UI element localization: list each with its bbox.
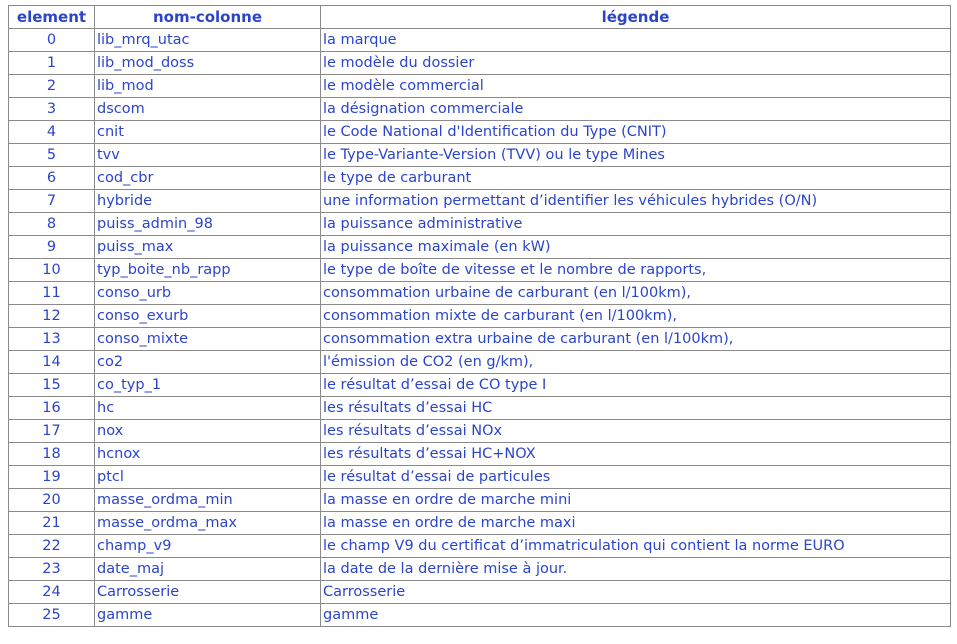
cell-element: 15 [9,374,95,397]
cell-element: 24 [9,581,95,604]
cell-element: 3 [9,98,95,121]
table-row [9,397,951,420]
cell-element: 1 [9,52,95,75]
table-row [9,489,951,512]
cell-legend: la masse en ordre de marche maxi [321,512,951,535]
cell-element: 2 [9,75,95,98]
cell-element: 12 [9,305,95,328]
table-row [9,535,951,558]
cell-column-name: lib_mod [95,75,321,98]
table-row [9,29,951,52]
cell-column-name: co2 [95,351,321,374]
table-row [9,259,951,282]
cell-element: 17 [9,420,95,443]
table-row [9,236,951,259]
table-row [9,282,951,305]
cell-legend: l'émission de CO2 (en g/km), [321,351,951,374]
cell-legend: le type de carburant [321,167,951,190]
table-row [9,581,951,604]
table-row [9,52,951,75]
cell-element: 11 [9,282,95,305]
column-legend-table [8,5,951,627]
cell-legend: les résultats d’essai HC+NOX [321,443,951,466]
table-header [9,6,951,29]
table-row [9,374,951,397]
cell-legend: la masse en ordre de marche mini [321,489,951,512]
cell-column-name: cnit [95,121,321,144]
cell-legend: le résultat d’essai de CO type I [321,374,951,397]
cell-column-name: conso_urb [95,282,321,305]
cell-column-name: co_typ_1 [95,374,321,397]
table-row [9,98,951,121]
table-row [9,328,951,351]
cell-legend: la puissance maximale (en kW) [321,236,951,259]
cell-legend: les résultats d’essai NOx [321,420,951,443]
cell-legend: gamme [321,604,951,627]
cell-element: 9 [9,236,95,259]
cell-legend: le Type-Variante-Version (TVV) ou le type Mines [321,144,951,167]
cell-element: 21 [9,512,95,535]
cell-legend: consommation urbaine de carburant (en l/100km), [321,282,951,305]
cell-column-name: ptcl [95,466,321,489]
cell-legend: Carrosserie [321,581,951,604]
cell-column-name: Carrosserie [95,581,321,604]
table-row [9,443,951,466]
cell-legend: la puissance administrative [321,213,951,236]
cell-column-name: puiss_max [95,236,321,259]
cell-column-name: conso_mixte [95,328,321,351]
table-row [9,558,951,581]
cell-column-name: champ_v9 [95,535,321,558]
cell-legend: le résultat d’essai de particules [321,466,951,489]
cell-column-name: cod_cbr [95,167,321,190]
cell-column-name: hybride [95,190,321,213]
cell-column-name: date_maj [95,558,321,581]
cell-element: 18 [9,443,95,466]
cell-legend: le Code National d'Identification du Type (CNIT) [321,121,951,144]
cell-element: 0 [9,29,95,52]
cell-column-name: nox [95,420,321,443]
table-row [9,167,951,190]
cell-column-name: lib_mrq_utac [95,29,321,52]
cell-element: 8 [9,213,95,236]
cell-element: 25 [9,604,95,627]
header-row [9,6,951,29]
cell-column-name: puiss_admin_98 [95,213,321,236]
cell-element: 10 [9,259,95,282]
cell-legend: le modèle du dossier [321,52,951,75]
cell-legend: le modèle commercial [321,75,951,98]
table-row [9,512,951,535]
cell-element: 4 [9,121,95,144]
cell-column-name: hcnox [95,443,321,466]
cell-column-name: masse_ordma_max [95,512,321,535]
table-row [9,604,951,627]
header-element: element [9,6,95,29]
cell-legend: consommation extra urbaine de carburant (en l/100km), [321,328,951,351]
table-row [9,190,951,213]
table-row [9,466,951,489]
cell-column-name: tvv [95,144,321,167]
header-legend: légende [321,6,951,29]
cell-element: 16 [9,397,95,420]
cell-element: 20 [9,489,95,512]
cell-column-name: gamme [95,604,321,627]
cell-element: 7 [9,190,95,213]
cell-column-name: conso_exurb [95,305,321,328]
cell-column-name: typ_boite_nb_rapp [95,259,321,282]
cell-legend: la date de la dernière mise à jour. [321,558,951,581]
table-row [9,351,951,374]
cell-element: 19 [9,466,95,489]
table-row [9,305,951,328]
cell-element: 13 [9,328,95,351]
cell-legend: les résultats d’essai HC [321,397,951,420]
table-row [9,420,951,443]
table-row [9,75,951,98]
cell-element: 22 [9,535,95,558]
cell-legend: la désignation commerciale [321,98,951,121]
table-row [9,144,951,167]
cell-legend: le type de boîte de vitesse et le nombre de rapports, [321,259,951,282]
cell-element: 14 [9,351,95,374]
cell-legend: une information permettant d’identifier les véhicules hybrides (O/N) [321,190,951,213]
table-row [9,213,951,236]
cell-column-name: masse_ordma_min [95,489,321,512]
cell-legend: le champ V9 du certificat d’immatriculation qui contient la norme EURO [321,535,951,558]
table-body [9,29,951,627]
cell-column-name: lib_mod_doss [95,52,321,75]
cell-column-name: hc [95,397,321,420]
header-column-name: nom-colonne [95,6,321,29]
cell-element: 6 [9,167,95,190]
cell-element: 5 [9,144,95,167]
table-row [9,121,951,144]
cell-column-name: dscom [95,98,321,121]
cell-element: 23 [9,558,95,581]
cell-legend: consommation mixte de carburant (en l/100km), [321,305,951,328]
cell-legend: la marque [321,29,951,52]
